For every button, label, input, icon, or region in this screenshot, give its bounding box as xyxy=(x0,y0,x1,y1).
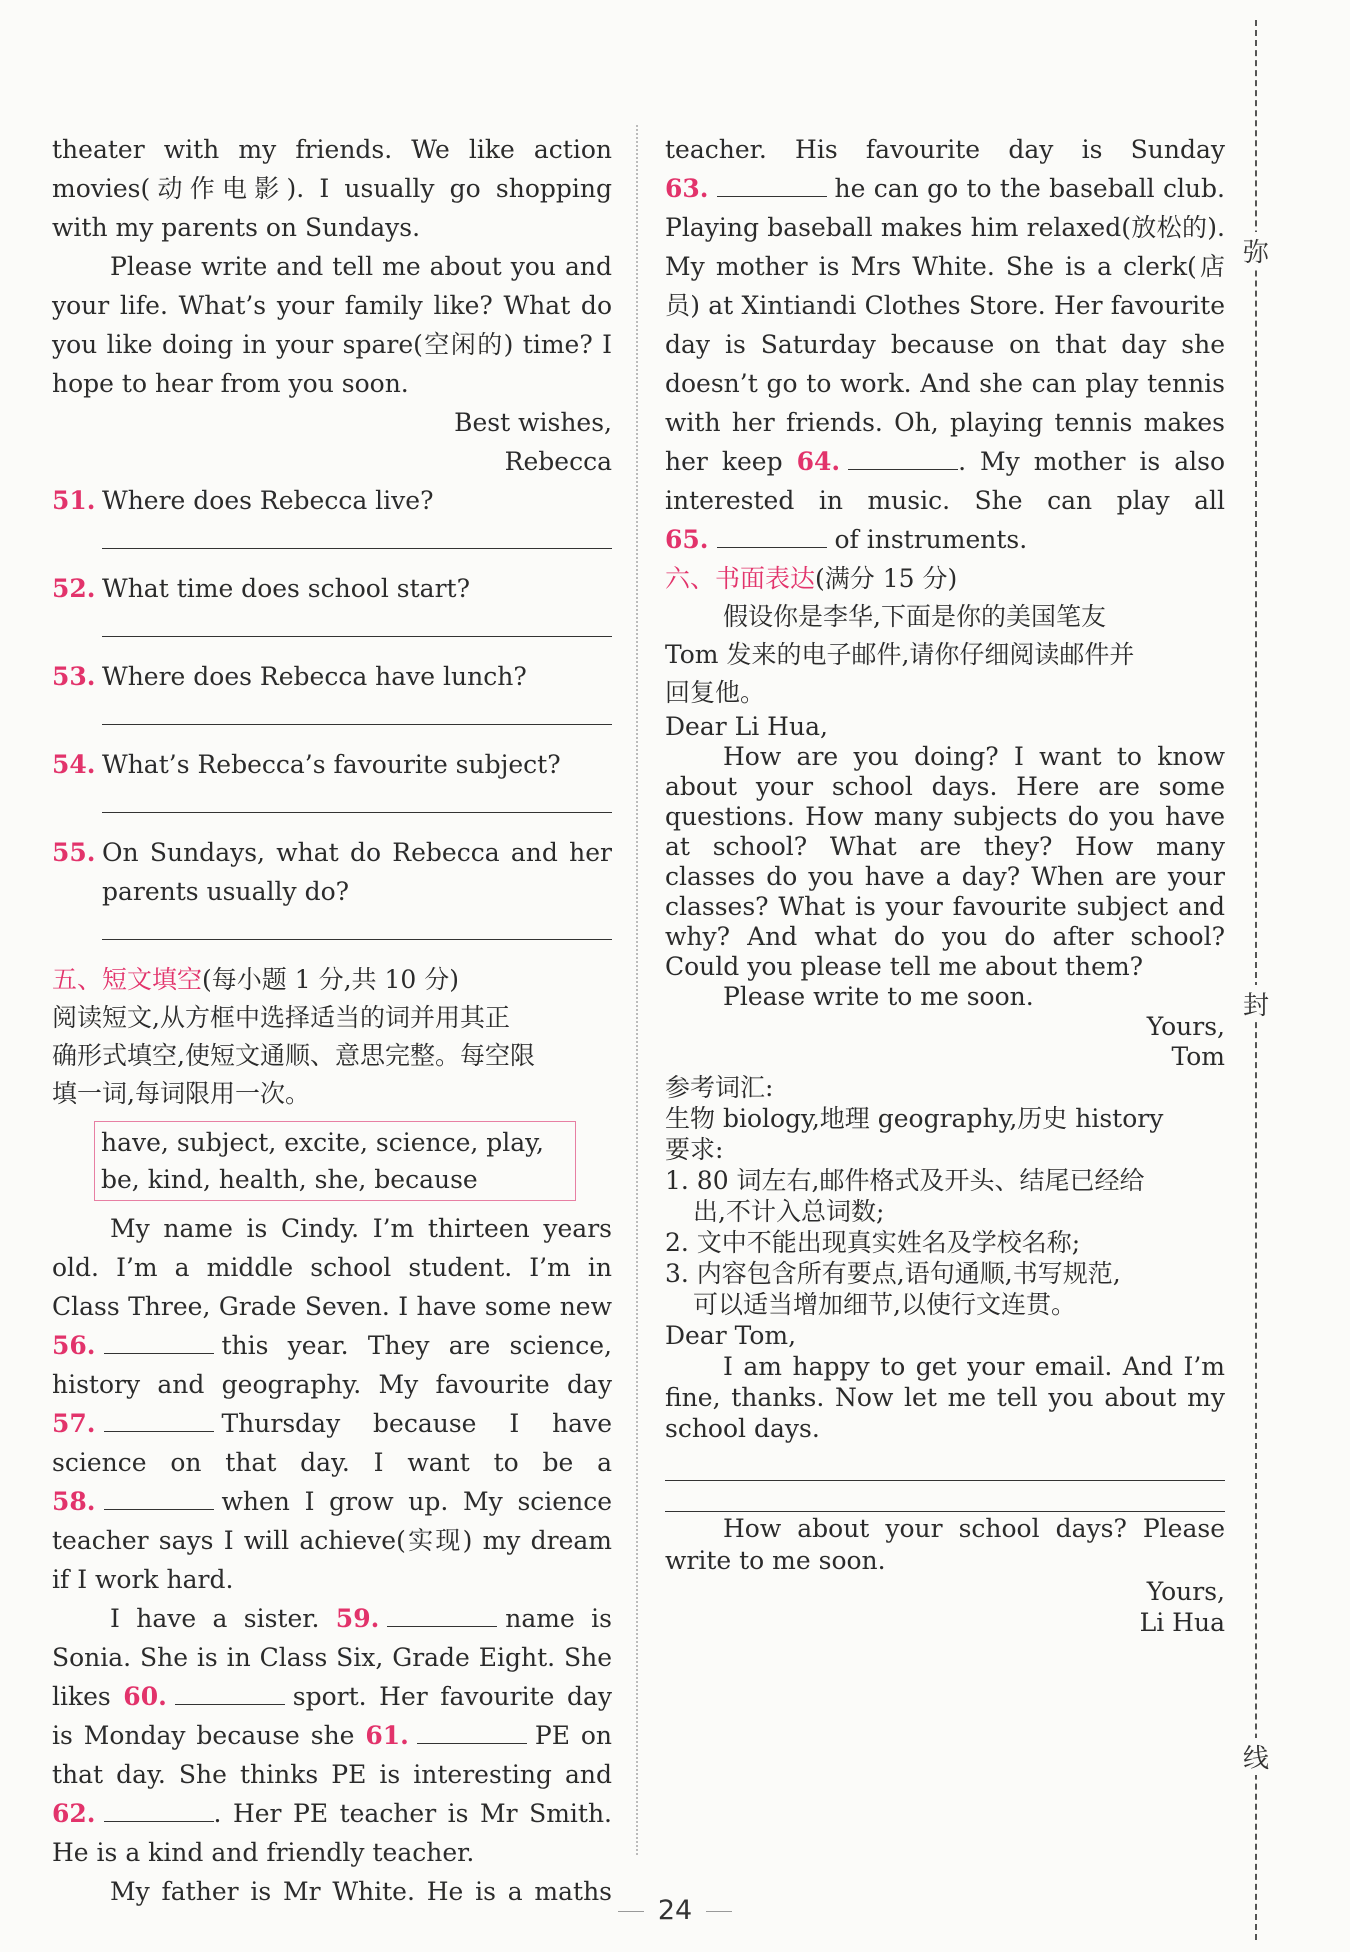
page-number-text: 24 xyxy=(657,1895,693,1926)
passage-line: history and geography. My favourite day xyxy=(52,1370,612,1399)
column-divider xyxy=(636,125,638,1855)
reply-line: school days. xyxy=(665,1414,820,1443)
passage-text: of instruments. xyxy=(834,525,1028,554)
text-line: with my parents on Sundays. xyxy=(52,213,421,242)
email-line: why? And what do you do after school? xyxy=(665,922,1225,951)
question-number: 51. xyxy=(52,486,96,515)
reply-yours: Yours, xyxy=(1146,1577,1225,1606)
instruction-line: Tom 发来的电子邮件,请你仔细阅读邮件并 xyxy=(665,640,1135,669)
passage-line: Class Three, Grade Seven. I have some new xyxy=(52,1292,612,1321)
vocab-label: 参考词汇: xyxy=(665,1073,774,1102)
passage-line: teacher. His favourite day is Sunday xyxy=(665,135,1225,164)
question-55 xyxy=(52,833,612,911)
email-line: classes do you have a day? When are your xyxy=(665,862,1225,891)
writing-line[interactable] xyxy=(665,1481,1225,1512)
blank-56[interactable] xyxy=(104,1331,214,1354)
word-box-line: be, kind, health, she, because xyxy=(101,1165,478,1194)
question-54 xyxy=(52,745,612,784)
reply-line: I am happy to get your email. And I’m xyxy=(723,1352,1225,1381)
text-line: hope to hear from you soon. xyxy=(52,369,409,398)
blank-63[interactable] xyxy=(717,174,827,197)
passage-line xyxy=(665,169,1225,208)
email-line: classes? What is your favourite subject and xyxy=(665,892,1225,921)
question-51 xyxy=(52,481,612,520)
blank-number: 60. xyxy=(123,1682,167,1711)
requirement-line: 可以适当增加细节,以使行文连贯。 xyxy=(693,1290,1076,1319)
reply-greeting: Dear Tom, xyxy=(665,1321,797,1350)
passage-text: her keep xyxy=(665,447,783,476)
passage-line: if I work hard. xyxy=(52,1565,234,1594)
passage-text: sport. Her favourite day xyxy=(292,1682,612,1711)
passage-text: likes xyxy=(52,1682,111,1711)
text-line: theater with my friends. We like action xyxy=(52,135,612,164)
question-text: parents usually do? xyxy=(102,877,350,906)
blank-65[interactable] xyxy=(717,525,827,548)
page-number-dash xyxy=(618,1911,644,1912)
passage-line: My father is Mr White. He is a maths xyxy=(110,1877,612,1906)
blank-57[interactable] xyxy=(104,1409,214,1432)
requirement-line: 出,不计入总词数; xyxy=(693,1197,885,1226)
passage-line: 员) at Xintiandi Clothes Store. Her favourite xyxy=(665,291,1225,320)
writing-line[interactable] xyxy=(665,1444,1225,1481)
word-box xyxy=(94,1121,576,1201)
passage-line: My name is Cindy. I’m thirteen years xyxy=(110,1214,612,1243)
passage-text: he can go to the baseball club. xyxy=(834,174,1225,203)
word-box-line: have, subject, excite, science, play, xyxy=(101,1128,544,1157)
passage-line: day is Saturday because on that day she xyxy=(665,330,1225,359)
passage-line: science on that day. I want to be a xyxy=(52,1448,612,1477)
passage-line: Playing baseball makes him relaxed(放松的). xyxy=(665,213,1225,242)
email-line: about your school days. Here are some xyxy=(665,772,1225,801)
email-greeting: Dear Li Hua, xyxy=(665,712,828,741)
question-number: 52. xyxy=(52,574,96,603)
answer-line-55[interactable] xyxy=(102,921,612,940)
section-6-heading xyxy=(665,559,1225,598)
instruction-line: 确形式填空,使短文通顺、意思完整。每空限 xyxy=(52,1041,535,1070)
blank-number: 61. xyxy=(365,1721,409,1750)
right-column xyxy=(665,130,1225,1638)
requirement-line: 2. 文中不能出现真实姓名及学校名称; xyxy=(665,1228,1081,1257)
email-line: questions. How many subjects do you have xyxy=(665,802,1225,831)
passage-line xyxy=(52,1404,612,1443)
instruction-line: 假设你是李华,下面是你的美国笔友 xyxy=(723,602,1106,631)
passage-line: My mother is Mrs White. She is a clerk(店 xyxy=(665,252,1225,281)
passage-line xyxy=(52,1794,612,1833)
passage-line xyxy=(52,1716,612,1755)
blank-number: 59. xyxy=(335,1604,380,1633)
answer-line-53[interactable] xyxy=(102,706,612,725)
blank-number: 62. xyxy=(52,1799,96,1828)
left-column xyxy=(52,130,612,1911)
binding-dashed-line xyxy=(1255,20,1257,1940)
passage-line xyxy=(52,1482,612,1521)
passage-line: interested in music. She can play all xyxy=(665,486,1225,515)
page-number xyxy=(575,1895,775,1926)
vocab-list: 生物 biology,地理 geography,历史 history xyxy=(665,1104,1164,1133)
passage-line: that day. She thinks PE is interesting and xyxy=(52,1760,612,1789)
passage-text: when I grow up. My science xyxy=(221,1487,612,1516)
binding-char-xian: 线 xyxy=(1242,1738,1270,1775)
blank-58[interactable] xyxy=(104,1487,214,1510)
passage-line xyxy=(665,520,1225,559)
email-yours: Yours, xyxy=(1146,1012,1225,1041)
passage-line xyxy=(52,1599,612,1638)
passage-text: is Monday because she xyxy=(52,1721,355,1750)
question-text: What time does school start? xyxy=(102,574,470,603)
section-6-title: 六、书面表达 xyxy=(665,564,816,593)
question-number: 53. xyxy=(52,662,96,691)
question-52 xyxy=(52,569,612,608)
answer-line-54[interactable] xyxy=(102,794,612,813)
binding-char-mi: 弥 xyxy=(1242,232,1270,269)
question-text: What’s Rebecca’s favourite subject? xyxy=(102,750,561,779)
question-text: Where does Rebecca have lunch? xyxy=(102,662,527,691)
email-line: at school? What are they? How many xyxy=(665,832,1225,861)
passage-line xyxy=(665,442,1225,481)
sign-off: Best wishes, xyxy=(454,408,612,437)
blank-59[interactable] xyxy=(387,1604,497,1627)
passage-line: doesn’t go to work. And she can play tennis xyxy=(665,369,1225,398)
passage-text: . My mother is also xyxy=(958,447,1225,476)
passage-text: name is xyxy=(505,1604,612,1633)
blank-number: 56. xyxy=(52,1331,96,1360)
email-line: Could you please tell me about them? xyxy=(665,952,1144,981)
passage-text: this year. They are science, xyxy=(221,1331,612,1360)
passage-text: I have a sister. xyxy=(110,1604,320,1633)
reply-line: write to me soon. xyxy=(665,1546,886,1575)
instruction-line: 阅读短文,从方框中选择适当的词并用其正 xyxy=(52,1003,510,1032)
requirement-line: 1. 80 词左右,邮件格式及开头、结尾已经给 xyxy=(665,1166,1145,1195)
sign-name: Rebecca xyxy=(504,447,612,476)
passage-text: PE on xyxy=(534,1721,612,1750)
blank-number: 64. xyxy=(796,447,841,476)
reply-line: How about your school days? Please xyxy=(723,1514,1225,1543)
question-53 xyxy=(52,657,612,696)
question-text: On Sundays, what do Rebecca and her xyxy=(102,838,612,867)
text-line: your life. What’s your family like? What do xyxy=(52,291,612,320)
instruction-line: 回复他。 xyxy=(665,678,766,707)
blank-number: 65. xyxy=(665,525,709,554)
question-number: 55. xyxy=(52,838,96,867)
text-line: movies(动作电影). I usually go shopping xyxy=(52,174,612,203)
requirement-line: 3. 内容包含所有要点,语句通顺,书写规范, xyxy=(665,1259,1121,1288)
passage-line: Sonia. She is in Class Six, Grade Eight. She xyxy=(52,1643,612,1672)
passage-text: . Her PE teacher is Mr Smith. xyxy=(213,1799,612,1828)
blank-61[interactable] xyxy=(417,1721,527,1744)
answer-line-51[interactable] xyxy=(102,530,612,549)
question-text: Where does Rebecca live? xyxy=(102,486,434,515)
passage-line xyxy=(52,1677,612,1716)
reply-name: Li Hua xyxy=(1139,1608,1225,1637)
blank-number: 58. xyxy=(52,1487,96,1516)
email-line: How are you doing? I want to know xyxy=(723,742,1225,771)
blank-number: 57. xyxy=(52,1409,96,1438)
page-number-dash xyxy=(706,1911,732,1912)
passage-line: He is a kind and friendly teacher. xyxy=(52,1838,475,1867)
binding-char-feng: 封 xyxy=(1242,985,1270,1022)
section-6-score: (满分 15 分) xyxy=(815,564,958,593)
email-close: Please write to me soon. xyxy=(723,982,1034,1011)
section-5-score: (每小题 1 分,共 10 分) xyxy=(202,965,459,994)
email-name: Tom xyxy=(1171,1042,1225,1071)
passage-text: Thursday because I have xyxy=(221,1409,612,1438)
section-5-title: 五、短文填空 xyxy=(52,965,203,994)
blank-62[interactable] xyxy=(104,1799,214,1822)
passage-line: old. I’m a middle school student. I’m in xyxy=(52,1253,612,1282)
passage-line: teacher says I will achieve(实现) my dream xyxy=(52,1526,612,1555)
instruction-line: 填一词,每词限用一次。 xyxy=(52,1079,310,1108)
answer-line-52[interactable] xyxy=(102,618,612,637)
requirements-label: 要求: xyxy=(665,1135,724,1164)
blank-60[interactable] xyxy=(175,1682,285,1705)
question-number: 54. xyxy=(52,750,96,779)
blank-number: 63. xyxy=(665,174,709,203)
passage-line xyxy=(52,1326,612,1365)
text-line: Please write and tell me about you and xyxy=(110,252,612,281)
blank-64[interactable] xyxy=(848,447,958,470)
text-line: you like doing in your spare(空闲的) time? I xyxy=(52,330,612,359)
reply-line: fine, thanks. Now let me tell you about my xyxy=(665,1383,1225,1412)
passage-line: with her friends. Oh, playing tennis makes xyxy=(665,408,1225,437)
section-5-heading xyxy=(52,960,612,999)
